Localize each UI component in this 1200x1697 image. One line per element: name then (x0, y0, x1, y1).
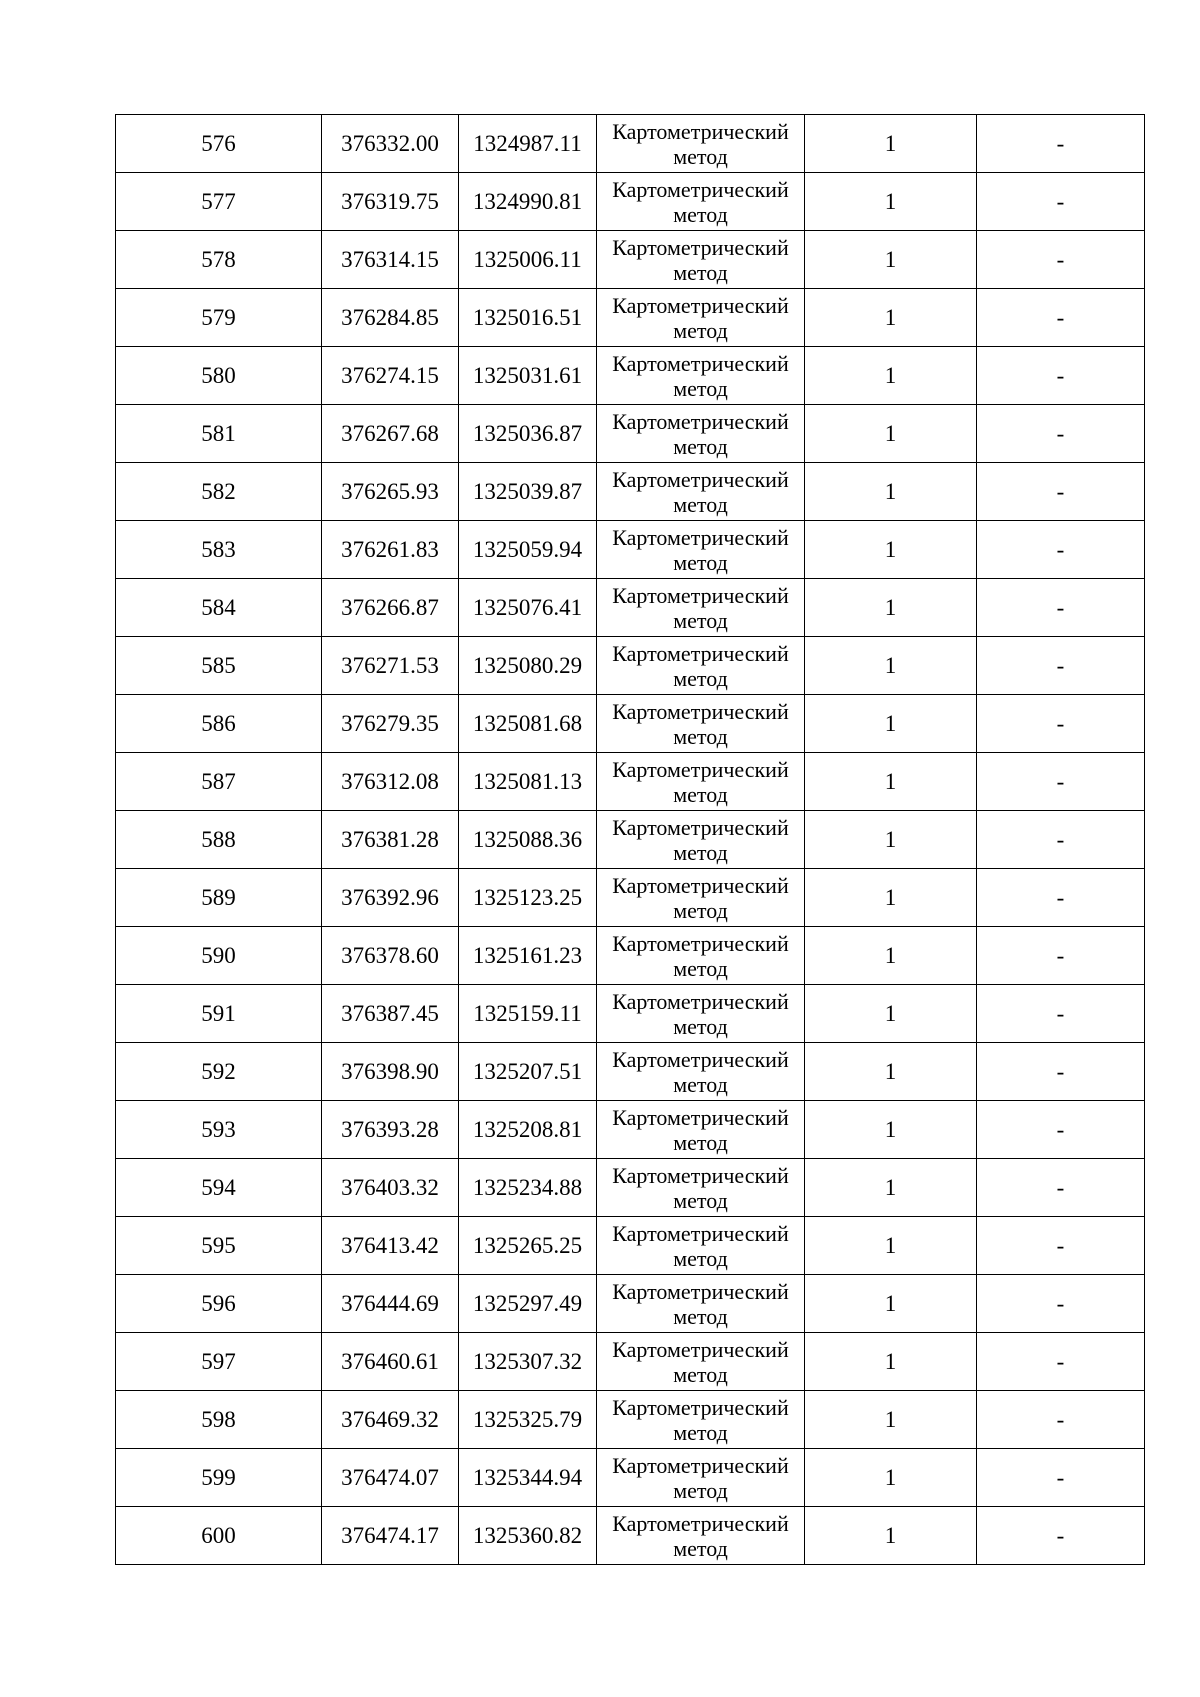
accuracy-cell: 1 (805, 1449, 977, 1507)
method-label-line1: Картометрический (612, 234, 789, 260)
accuracy-cell: 1 (805, 521, 977, 579)
method-cell (597, 695, 805, 753)
accuracy-cell: 1 (805, 1159, 977, 1217)
method-label-line2: метод (673, 259, 728, 285)
method-cell (597, 927, 805, 985)
description-cell: - (977, 1159, 1145, 1217)
table-row (116, 289, 1145, 347)
method-label-line1: Картометрический (612, 1046, 789, 1072)
point-number-cell: 594 (116, 1159, 322, 1217)
point-number-cell: 597 (116, 1333, 322, 1391)
method-label-line2: метод (673, 1187, 728, 1213)
y-coordinate-cell: 1325360.82 (459, 1507, 597, 1565)
point-number-cell: 593 (116, 1101, 322, 1159)
accuracy-cell: 1 (805, 869, 977, 927)
method-cell (597, 1159, 805, 1217)
description-cell: - (977, 231, 1145, 289)
x-coordinate-cell: 376332.00 (322, 115, 459, 173)
method-label-line1: Картометрический (612, 466, 789, 492)
point-number-cell: 582 (116, 463, 322, 521)
table-row (116, 869, 1145, 927)
point-number-cell: 580 (116, 347, 322, 405)
point-number-cell: 585 (116, 637, 322, 695)
table-row (116, 1043, 1145, 1101)
accuracy-cell: 1 (805, 811, 977, 869)
method-cell (597, 463, 805, 521)
x-coordinate-cell: 376266.87 (322, 579, 459, 637)
method-cell (597, 173, 805, 231)
point-number-cell: 596 (116, 1275, 322, 1333)
method-cell (597, 1391, 805, 1449)
y-coordinate-cell: 1325325.79 (459, 1391, 597, 1449)
point-number-cell: 584 (116, 579, 322, 637)
accuracy-cell: 1 (805, 347, 977, 405)
y-coordinate-cell: 1325208.81 (459, 1101, 597, 1159)
method-label-line1: Картометрический (612, 118, 789, 144)
method-label-line1: Картометрический (612, 1220, 789, 1246)
table-row (116, 115, 1145, 173)
table-row (116, 1217, 1145, 1275)
table-row (116, 347, 1145, 405)
point-number-cell: 579 (116, 289, 322, 347)
y-coordinate-cell: 1325076.41 (459, 579, 597, 637)
description-cell: - (977, 173, 1145, 231)
method-cell (597, 1333, 805, 1391)
x-coordinate-cell: 376271.53 (322, 637, 459, 695)
point-number-cell: 599 (116, 1449, 322, 1507)
table-row (116, 637, 1145, 695)
accuracy-cell: 1 (805, 985, 977, 1043)
description-cell: - (977, 521, 1145, 579)
y-coordinate-cell: 1325031.61 (459, 347, 597, 405)
table-row (116, 927, 1145, 985)
coordinates-table (115, 114, 1145, 1565)
accuracy-cell: 1 (805, 231, 977, 289)
table-row (116, 1507, 1145, 1565)
table-row (116, 405, 1145, 463)
method-label-line2: метод (673, 201, 728, 227)
accuracy-cell: 1 (805, 115, 977, 173)
method-label-line2: метод (673, 897, 728, 923)
description-cell: - (977, 637, 1145, 695)
method-label-line2: метод (673, 1303, 728, 1329)
x-coordinate-cell: 376474.07 (322, 1449, 459, 1507)
method-label-line2: метод (673, 491, 728, 517)
point-number-cell: 592 (116, 1043, 322, 1101)
method-label-line1: Картометрический (612, 350, 789, 376)
table-row (116, 1159, 1145, 1217)
x-coordinate-cell: 376274.15 (322, 347, 459, 405)
accuracy-cell: 1 (805, 289, 977, 347)
point-number-cell: 591 (116, 985, 322, 1043)
y-coordinate-cell: 1325344.94 (459, 1449, 597, 1507)
method-label-line1: Картометрический (612, 524, 789, 550)
method-label-line1: Картометрический (612, 756, 789, 782)
method-label-line1: Картометрический (612, 292, 789, 318)
method-label-line2: метод (673, 1245, 728, 1271)
description-cell: - (977, 695, 1145, 753)
method-label-line1: Картометрический (612, 1452, 789, 1478)
point-number-cell: 595 (116, 1217, 322, 1275)
point-number-cell: 586 (116, 695, 322, 753)
description-cell: - (977, 289, 1145, 347)
method-cell (597, 811, 805, 869)
point-number-cell: 598 (116, 1391, 322, 1449)
method-cell (597, 985, 805, 1043)
y-coordinate-cell: 1325159.11 (459, 985, 597, 1043)
x-coordinate-cell: 376387.45 (322, 985, 459, 1043)
y-coordinate-cell: 1325207.51 (459, 1043, 597, 1101)
table-row (116, 985, 1145, 1043)
table-row (116, 1275, 1145, 1333)
method-cell (597, 1507, 805, 1565)
x-coordinate-cell: 376398.90 (322, 1043, 459, 1101)
method-label-line2: метод (673, 143, 728, 169)
method-label-line2: метод (673, 433, 728, 459)
table-row (116, 695, 1145, 753)
y-coordinate-cell: 1324987.11 (459, 115, 597, 173)
point-number-cell: 600 (116, 1507, 322, 1565)
method-cell (597, 115, 805, 173)
x-coordinate-cell: 376393.28 (322, 1101, 459, 1159)
table-row (116, 811, 1145, 869)
y-coordinate-cell: 1325016.51 (459, 289, 597, 347)
method-cell (597, 1043, 805, 1101)
method-label-line2: метод (673, 1535, 728, 1561)
method-cell (597, 405, 805, 463)
description-cell: - (977, 1275, 1145, 1333)
point-number-cell: 589 (116, 869, 322, 927)
accuracy-cell: 1 (805, 927, 977, 985)
method-label-line2: метод (673, 955, 728, 981)
accuracy-cell: 1 (805, 1275, 977, 1333)
x-coordinate-cell: 376381.28 (322, 811, 459, 869)
x-coordinate-cell: 376314.15 (322, 231, 459, 289)
method-label-line1: Картометрический (612, 408, 789, 434)
method-label-line2: метод (673, 375, 728, 401)
method-label-line2: метод (673, 665, 728, 691)
table-row (116, 1449, 1145, 1507)
table-row (116, 1391, 1145, 1449)
method-cell (597, 231, 805, 289)
accuracy-cell: 1 (805, 1333, 977, 1391)
y-coordinate-cell: 1325006.11 (459, 231, 597, 289)
method-label-line1: Картометрический (612, 1394, 789, 1420)
x-coordinate-cell: 376444.69 (322, 1275, 459, 1333)
x-coordinate-cell: 376469.32 (322, 1391, 459, 1449)
method-label-line1: Картометрический (612, 176, 789, 202)
method-label-line1: Картометрический (612, 698, 789, 724)
method-label-line2: метод (673, 1013, 728, 1039)
method-cell (597, 1275, 805, 1333)
method-cell (597, 869, 805, 927)
accuracy-cell: 1 (805, 1101, 977, 1159)
description-cell: - (977, 811, 1145, 869)
x-coordinate-cell: 376265.93 (322, 463, 459, 521)
x-coordinate-cell: 376279.35 (322, 695, 459, 753)
y-coordinate-cell: 1325059.94 (459, 521, 597, 579)
accuracy-cell: 1 (805, 637, 977, 695)
accuracy-cell: 1 (805, 1043, 977, 1101)
y-coordinate-cell: 1325039.87 (459, 463, 597, 521)
method-label-line1: Картометрический (612, 1104, 789, 1130)
table-row (116, 1333, 1145, 1391)
method-cell (597, 1217, 805, 1275)
method-label-line2: метод (673, 1071, 728, 1097)
y-coordinate-cell: 1325081.68 (459, 695, 597, 753)
point-number-cell: 577 (116, 173, 322, 231)
y-coordinate-cell: 1325088.36 (459, 811, 597, 869)
table-row (116, 173, 1145, 231)
y-coordinate-cell: 1325123.25 (459, 869, 597, 927)
description-cell: - (977, 1391, 1145, 1449)
description-cell: - (977, 115, 1145, 173)
y-coordinate-cell: 1325265.25 (459, 1217, 597, 1275)
point-number-cell: 581 (116, 405, 322, 463)
method-label-line1: Картометрический (612, 1510, 789, 1536)
method-label-line2: метод (673, 1419, 728, 1445)
coordinates-table-body (116, 115, 1145, 1565)
point-number-cell: 588 (116, 811, 322, 869)
method-label-line2: метод (673, 781, 728, 807)
table-row (116, 231, 1145, 289)
method-cell (597, 347, 805, 405)
method-label-line2: метод (673, 1477, 728, 1503)
point-number-cell: 576 (116, 115, 322, 173)
description-cell: - (977, 1101, 1145, 1159)
accuracy-cell: 1 (805, 753, 977, 811)
description-cell: - (977, 985, 1145, 1043)
method-label-line1: Картометрический (612, 930, 789, 956)
y-coordinate-cell: 1325080.29 (459, 637, 597, 695)
y-coordinate-cell: 1325161.23 (459, 927, 597, 985)
method-label-line1: Картометрический (612, 1278, 789, 1304)
method-label-line1: Картометрический (612, 582, 789, 608)
point-number-cell: 583 (116, 521, 322, 579)
y-coordinate-cell: 1325234.88 (459, 1159, 597, 1217)
table-row (116, 753, 1145, 811)
description-cell: - (977, 463, 1145, 521)
x-coordinate-cell: 376392.96 (322, 869, 459, 927)
point-number-cell: 590 (116, 927, 322, 985)
point-number-cell: 587 (116, 753, 322, 811)
table-row (116, 1101, 1145, 1159)
description-cell: - (977, 869, 1145, 927)
method-label-line1: Картометрический (612, 1336, 789, 1362)
accuracy-cell: 1 (805, 695, 977, 753)
accuracy-cell: 1 (805, 1507, 977, 1565)
description-cell: - (977, 579, 1145, 637)
x-coordinate-cell: 376460.61 (322, 1333, 459, 1391)
description-cell: - (977, 1449, 1145, 1507)
x-coordinate-cell: 376413.42 (322, 1217, 459, 1275)
method-label-line2: метод (673, 1129, 728, 1155)
method-cell (597, 289, 805, 347)
accuracy-cell: 1 (805, 405, 977, 463)
x-coordinate-cell: 376378.60 (322, 927, 459, 985)
method-cell (597, 637, 805, 695)
x-coordinate-cell: 376267.68 (322, 405, 459, 463)
method-label-line1: Картометрический (612, 814, 789, 840)
method-label-line1: Картометрический (612, 1162, 789, 1188)
description-cell: - (977, 927, 1145, 985)
accuracy-cell: 1 (805, 173, 977, 231)
method-cell (597, 1101, 805, 1159)
description-cell: - (977, 1043, 1145, 1101)
method-label-line2: метод (673, 1361, 728, 1387)
description-cell: - (977, 347, 1145, 405)
method-label-line2: метод (673, 549, 728, 575)
accuracy-cell: 1 (805, 1391, 977, 1449)
method-label-line2: метод (673, 839, 728, 865)
accuracy-cell: 1 (805, 1217, 977, 1275)
x-coordinate-cell: 376261.83 (322, 521, 459, 579)
method-label-line1: Картометрический (612, 988, 789, 1014)
description-cell: - (977, 1507, 1145, 1565)
method-label-line1: Картометрический (612, 872, 789, 898)
accuracy-cell: 1 (805, 463, 977, 521)
x-coordinate-cell: 376403.32 (322, 1159, 459, 1217)
y-coordinate-cell: 1325081.13 (459, 753, 597, 811)
description-cell: - (977, 753, 1145, 811)
y-coordinate-cell: 1324990.81 (459, 173, 597, 231)
method-cell (597, 521, 805, 579)
table-row (116, 579, 1145, 637)
y-coordinate-cell: 1325307.32 (459, 1333, 597, 1391)
x-coordinate-cell: 376284.85 (322, 289, 459, 347)
method-label-line2: метод (673, 607, 728, 633)
y-coordinate-cell: 1325036.87 (459, 405, 597, 463)
description-cell: - (977, 405, 1145, 463)
method-label-line1: Картометрический (612, 640, 789, 666)
method-label-line2: метод (673, 317, 728, 343)
method-cell (597, 579, 805, 637)
x-coordinate-cell: 376312.08 (322, 753, 459, 811)
method-label-line2: метод (673, 723, 728, 749)
table-row (116, 521, 1145, 579)
description-cell: - (977, 1217, 1145, 1275)
point-number-cell: 578 (116, 231, 322, 289)
x-coordinate-cell: 376319.75 (322, 173, 459, 231)
accuracy-cell: 1 (805, 579, 977, 637)
description-cell: - (977, 1333, 1145, 1391)
method-cell (597, 1449, 805, 1507)
method-cell (597, 753, 805, 811)
table-row (116, 463, 1145, 521)
y-coordinate-cell: 1325297.49 (459, 1275, 597, 1333)
x-coordinate-cell: 376474.17 (322, 1507, 459, 1565)
